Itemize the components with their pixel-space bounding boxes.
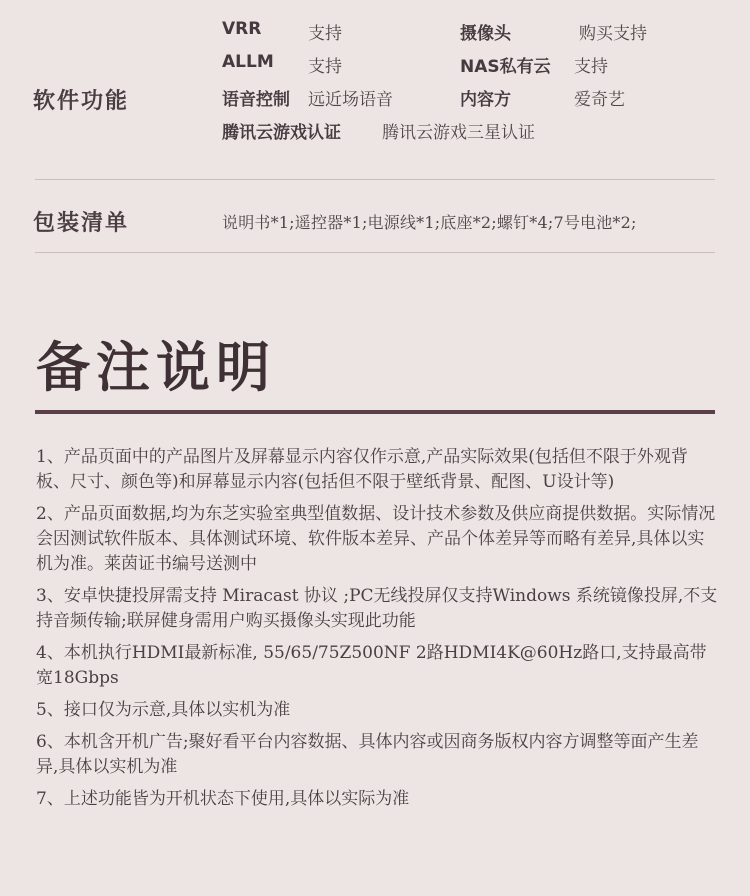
note-item-6: 6、本机含开机广告;聚好看平台内容数据、具体内容或因商务版权内容方调整等面产生差异,具体以实机为准 — [36, 732, 699, 777]
divider-line — [35, 179, 715, 180]
package-contents: 说明书*1;遥控器*1;电源线*1;底座*2;螺钉*4;7号电池*2; — [222, 213, 637, 232]
note-item-7: 7、上述功能皆为开机状态下使用,具体以实际为准 — [36, 789, 410, 809]
spec-key-cloud-gaming: 腾讯云游戏认证 — [222, 123, 341, 143]
spec-value-camera: 购买支持 — [579, 24, 647, 44]
spec-value-allm: 支持 — [308, 57, 342, 77]
spec-key-nas: NAS私有云 — [460, 57, 551, 77]
note-item-4: 4、本机执行HDMI最新标准, 55/65/75Z500NF 2路HDMI4K@60Hz路口,支持最高带宽18Gbps — [36, 643, 707, 688]
spec-value-cloud-gaming: 腾讯云游戏三星认证 — [382, 123, 535, 143]
spec-value-vrr: 支持 — [308, 24, 342, 44]
spec-key-voice-control: 语音控制 — [222, 90, 290, 110]
spec-key-vrr: VRR — [222, 19, 262, 39]
note-item-3: 3、安卓快捷投屏需支持 Miracast 协议 ;PC无线投屏仅支持Windows 系统镜像投屏,不支持音频传输;联屏健身需用户购买摄像头实现此功能 — [36, 586, 718, 631]
note-item-1: 1、产品页面中的产品图片及屏幕显示内容仅作示意,产品实际效果(包括但不限于外观背板、尺寸、颜色等)和屏幕显示内容(包括但不限于壁纸背景、配图、U设计等) — [36, 447, 688, 492]
notes-title: 备注说明 — [36, 335, 276, 399]
software-features-section — [0, 0, 750, 170]
note-item-5: 5、接口仅为示意,具体以实机为准 — [36, 700, 291, 720]
spec-value-nas: 支持 — [574, 57, 608, 77]
note-item-2: 2、产品页面数据,均为东芝实验室典型值数据、设计技术参数及供应商提供数据。实际情况会因测试软件版本、具体测试环境、软件版本差异、产品个体差异等而略有差异,具体以实机为准。莱茵证书编号送测中 — [36, 504, 716, 574]
notes-title-underline — [35, 410, 715, 414]
spec-key-content-provider: 内容方 — [460, 90, 511, 110]
spec-value-voice-control: 远近场语音 — [308, 90, 393, 110]
spec-value-content-provider: 爱奇艺 — [574, 90, 625, 110]
software-features-label: 软件功能 — [33, 89, 130, 114]
notes-list — [36, 445, 718, 819]
spec-key-allm: ALLM — [222, 52, 274, 72]
divider-line — [35, 252, 715, 253]
spec-key-camera: 摄像头 — [460, 24, 511, 44]
package-list-label: 包装清单 — [33, 211, 130, 236]
